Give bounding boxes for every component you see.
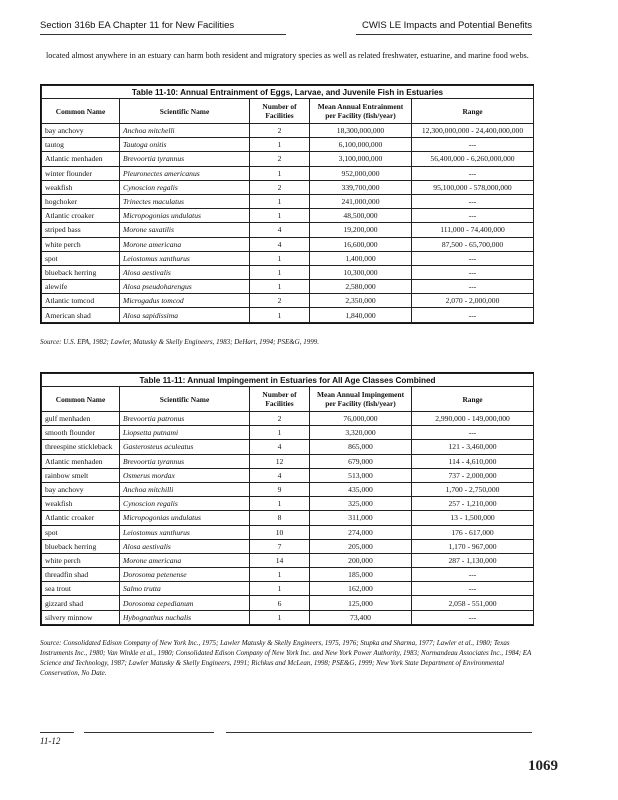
cell-common-name: blueback herring	[42, 539, 120, 553]
cell-mean: 311,000	[310, 511, 412, 525]
cell-facilities: 2	[250, 180, 310, 194]
cell-range: ---	[412, 426, 534, 440]
cell-facilities: 1	[250, 265, 310, 279]
cell-scientific-name: Alosa pseudoharengus	[120, 280, 250, 294]
cell-scientific-name: Anchoa mitchelli	[120, 124, 250, 138]
cell-common-name: Atlantic menhaden	[42, 152, 120, 166]
table-11-10	[40, 84, 534, 324]
cell-scientific-name: Leiostomus xanthurus	[120, 251, 250, 265]
cell-mean: 241,000,000	[310, 194, 412, 208]
cell-facilities: 1	[250, 610, 310, 624]
cell-scientific-name: Salmo trutta	[120, 582, 250, 596]
cell-facilities: 9	[250, 482, 310, 496]
table-row	[42, 237, 534, 251]
col-header-mean: Mean Annual Impingement per Facility (fish/year)	[310, 387, 412, 412]
cell-scientific-name: Cynoscion regalis	[120, 180, 250, 194]
cell-facilities: 1	[250, 582, 310, 596]
cell-common-name: bay anchovy	[42, 124, 120, 138]
cell-facilities: 14	[250, 553, 310, 567]
table-row	[42, 280, 534, 294]
cell-scientific-name: Brevoortia tyrannus	[120, 454, 250, 468]
cell-mean: 48,500,000	[310, 209, 412, 223]
table-row	[42, 194, 534, 208]
table-row	[42, 180, 534, 194]
table-row	[42, 482, 534, 496]
cell-range: ---	[412, 138, 534, 152]
cell-range: ---	[412, 280, 534, 294]
table-source-note: Source: U.S. EPA, 1982; Lawler, Matusky & Skelly Engineers, 1983; DeHart, 1994; PSE&G, 1999.	[40, 338, 319, 346]
col-header-scientific: Scientific Name	[120, 99, 250, 124]
cell-facilities: 2	[250, 412, 310, 426]
header-rule-left	[40, 34, 286, 35]
footer-rule	[84, 732, 214, 733]
table-source-note: Source: Consolidated Edison Company of New York Inc., 1975; Lawler Matusky & Skelly Engineers, 1975, 1976; Stupka and Sharma, 1977; Lawler et al., 1980; Texas Instruments Inc., 1980; Van Winkle et al., 1980; Consolidated Edison Company of New York Inc. and New York Power Authority, 1983; Normandeau Associates Inc., 1984; EA Science and Technology, 1987; Lawler Matusky & Skelly Engineers, 1991; Richkus and McLean, 1998; PSE&G, 1999; New York State Department of Environmental Conservation, No Date.	[40, 639, 532, 677]
cell-facilities: 7	[250, 539, 310, 553]
cell-range: 2,070 - 2,000,000	[412, 294, 534, 308]
cell-scientific-name: Brevoortia tyrannus	[120, 152, 250, 166]
cell-common-name: blueback herring	[42, 265, 120, 279]
cell-range: 13 - 1,500,000	[412, 511, 534, 525]
cell-range: ---	[412, 251, 534, 265]
cell-scientific-name: Micropogonias undulatus	[120, 511, 250, 525]
cell-common-name: gizzard shad	[42, 596, 120, 610]
cell-mean: 185,000	[310, 568, 412, 582]
cell-range: 1,170 - 967,000	[412, 539, 534, 553]
col-header-facilities: Number of Facilities	[250, 387, 310, 412]
cell-range: 2,058 - 551,000	[412, 596, 534, 610]
cell-scientific-name: Liopsetta putnami	[120, 426, 250, 440]
cell-facilities: 1	[250, 251, 310, 265]
table-row	[42, 454, 534, 468]
cell-facilities: 10	[250, 525, 310, 539]
table-row	[42, 497, 534, 511]
table-row	[42, 568, 534, 582]
cell-common-name: smooth flounder	[42, 426, 120, 440]
table-row	[42, 525, 534, 539]
col-header-scientific: Scientific Name	[120, 387, 250, 412]
cell-mean: 19,200,000	[310, 223, 412, 237]
cell-common-name: American shad	[42, 308, 120, 322]
cell-facilities: 4	[250, 440, 310, 454]
cell-facilities: 2	[250, 152, 310, 166]
cell-facilities: 1	[250, 308, 310, 322]
cell-mean: 205,000	[310, 539, 412, 553]
cell-scientific-name: Osmerus mordax	[120, 468, 250, 482]
cell-range: ---	[412, 194, 534, 208]
cell-common-name: spot	[42, 251, 120, 265]
cell-range: 737 - 2,000,000	[412, 468, 534, 482]
table-row	[42, 582, 534, 596]
cell-range: 1,700 - 2,750,000	[412, 482, 534, 496]
cell-common-name: Atlantic croaker	[42, 511, 120, 525]
table-row	[42, 610, 534, 624]
cell-range: ---	[412, 265, 534, 279]
cell-common-name: gulf menhaden	[42, 412, 120, 426]
table-row	[42, 138, 534, 152]
cell-scientific-name: Pleuronectes americanus	[120, 166, 250, 180]
cell-mean: 435,000	[310, 482, 412, 496]
cell-common-name: threespine stickleback	[42, 440, 120, 454]
cell-facilities: 4	[250, 223, 310, 237]
cell-mean: 10,300,000	[310, 265, 412, 279]
table-11-11	[40, 372, 534, 626]
cell-range: ---	[412, 568, 534, 582]
cell-range: ---	[412, 308, 534, 322]
table-row	[42, 166, 534, 180]
cell-mean: 513,000	[310, 468, 412, 482]
cell-mean: 1,400,000	[310, 251, 412, 265]
stamp-number: 1069	[528, 758, 558, 774]
cell-range: ---	[412, 209, 534, 223]
cell-common-name: tautog	[42, 138, 120, 152]
cell-mean: 2,350,000	[310, 294, 412, 308]
cell-common-name: hogchoker	[42, 194, 120, 208]
cell-range: 56,400,000 - 6,260,000,000	[412, 152, 534, 166]
table-row	[42, 511, 534, 525]
cell-range: 95,100,000 - 578,000,000	[412, 180, 534, 194]
cell-range: 287 - 1,130,000	[412, 553, 534, 567]
cell-range: ---	[412, 166, 534, 180]
cell-common-name: striped bass	[42, 223, 120, 237]
cell-common-name: weakfish	[42, 497, 120, 511]
intro-paragraph: located almost anywhere in an estuary can harm both resident and migratory species as well as related freshwater, estuarine, and marine food webs.	[46, 51, 529, 60]
cell-mean: 865,000	[310, 440, 412, 454]
cell-scientific-name: Micropogonias undulatus	[120, 209, 250, 223]
cell-scientific-name: Dorosoma petenense	[120, 568, 250, 582]
cell-facilities: 2	[250, 294, 310, 308]
cell-common-name: white perch	[42, 237, 120, 251]
col-header-common: Common Name	[42, 387, 120, 412]
cell-common-name: white perch	[42, 553, 120, 567]
cell-range: 176 - 617,000	[412, 525, 534, 539]
cell-common-name: Atlantic croaker	[42, 209, 120, 223]
table-row	[42, 426, 534, 440]
cell-scientific-name: Cynoscion regalis	[120, 497, 250, 511]
cell-range: 87,500 - 65,700,000	[412, 237, 534, 251]
cell-mean: 125,000	[310, 596, 412, 610]
table-row	[42, 124, 534, 138]
table-row	[42, 596, 534, 610]
cell-facilities: 4	[250, 468, 310, 482]
table-row	[42, 539, 534, 553]
header-right: CWIS LE Impacts and Potential Benefits	[361, 20, 532, 31]
table-title: Table 11-11: Annual Impingement in Estuaries for All Age Classes Combined	[42, 374, 534, 387]
page-number: 11-12	[40, 736, 61, 746]
table-title: Table 11-10: Annual Entrainment of Eggs, Larvae, and Juvenile Fish in Estuaries	[42, 86, 534, 99]
cell-mean: 339,700,000	[310, 180, 412, 194]
cell-facilities: 1	[250, 209, 310, 223]
cell-mean: 2,580,000	[310, 280, 412, 294]
table-row	[42, 468, 534, 482]
table-row	[42, 209, 534, 223]
footer-rule	[226, 732, 532, 733]
cell-common-name: spot	[42, 525, 120, 539]
cell-facilities: 1	[250, 568, 310, 582]
cell-mean: 3,100,000,000	[310, 152, 412, 166]
cell-common-name: rainbow smelt	[42, 468, 120, 482]
table-row	[42, 553, 534, 567]
footer-rule	[40, 732, 74, 733]
cell-common-name: silvery minnow	[42, 610, 120, 624]
cell-scientific-name: Alosa aestivalis	[120, 265, 250, 279]
cell-mean: 73,400	[310, 610, 412, 624]
cell-scientific-name: Morone americana	[120, 237, 250, 251]
cell-mean: 162,000	[310, 582, 412, 596]
cell-mean: 18,300,000,000	[310, 124, 412, 138]
cell-scientific-name: Dorosoma cepedianum	[120, 596, 250, 610]
table-row	[42, 308, 534, 322]
cell-facilities: 4	[250, 237, 310, 251]
cell-common-name: sea trout	[42, 582, 120, 596]
cell-scientific-name: Trinectes maculatus	[120, 194, 250, 208]
cell-range: ---	[412, 582, 534, 596]
cell-scientific-name: Morone americana	[120, 553, 250, 567]
cell-mean: 16,600,000	[310, 237, 412, 251]
cell-common-name: bay anchovy	[42, 482, 120, 496]
cell-common-name: Atlantic menhaden	[42, 454, 120, 468]
cell-mean: 274,000	[310, 525, 412, 539]
table-row	[42, 152, 534, 166]
header-rule-right	[356, 34, 532, 35]
cell-mean: 952,000,000	[310, 166, 412, 180]
cell-mean: 679,000	[310, 454, 412, 468]
table-row	[42, 440, 534, 454]
cell-mean: 200,000	[310, 553, 412, 567]
cell-facilities: 1	[250, 138, 310, 152]
cell-scientific-name: Brevoortia patronus	[120, 412, 250, 426]
cell-facilities: 1	[250, 166, 310, 180]
cell-scientific-name: Morone saxatilis	[120, 223, 250, 237]
cell-scientific-name: Gasterosteus aculeatus	[120, 440, 250, 454]
cell-facilities: 2	[250, 124, 310, 138]
col-header-range: Range	[412, 387, 534, 412]
cell-facilities: 12	[250, 454, 310, 468]
table-row	[42, 223, 534, 237]
cell-facilities: 6	[250, 596, 310, 610]
cell-facilities: 8	[250, 511, 310, 525]
cell-mean: 6,100,000,000	[310, 138, 412, 152]
cell-common-name: threadfin shad	[42, 568, 120, 582]
cell-mean: 3,320,000	[310, 426, 412, 440]
col-header-facilities: Number of Facilities	[250, 99, 310, 124]
cell-facilities: 1	[250, 280, 310, 294]
cell-common-name: weakfish	[42, 180, 120, 194]
cell-mean: 325,000	[310, 497, 412, 511]
col-header-range: Range	[412, 99, 534, 124]
col-header-mean: Mean Annual Entrainment per Facility (fish/year)	[310, 99, 412, 124]
cell-range: ---	[412, 610, 534, 624]
cell-mean: 76,000,000	[310, 412, 412, 426]
cell-mean: 1,840,000	[310, 308, 412, 322]
cell-range: 121 - 3,460,000	[412, 440, 534, 454]
cell-facilities: 1	[250, 194, 310, 208]
cell-range: 12,300,000,000 - 24,400,000,000	[412, 124, 534, 138]
header-left: Section 316b EA Chapter 11 for New Facilities	[40, 20, 235, 31]
cell-common-name: winter flounder	[42, 166, 120, 180]
cell-scientific-name: Hybognathus nuchalis	[120, 610, 250, 624]
cell-scientific-name: Microgadus tomcod	[120, 294, 250, 308]
table-row	[42, 265, 534, 279]
cell-scientific-name: Anchoa mitchilli	[120, 482, 250, 496]
cell-range: 114 - 4,610,000	[412, 454, 534, 468]
cell-range: 2,990,000 - 149,000,000	[412, 412, 534, 426]
cell-range: 111,000 - 74,400,000	[412, 223, 534, 237]
col-header-common: Common Name	[42, 99, 120, 124]
cell-common-name: alewife	[42, 280, 120, 294]
table-row	[42, 294, 534, 308]
cell-scientific-name: Alosa aestivalis	[120, 539, 250, 553]
cell-common-name: Atlantic tomcod	[42, 294, 120, 308]
cell-facilities: 1	[250, 497, 310, 511]
table-row	[42, 251, 534, 265]
cell-scientific-name: Leiostomus xanthurus	[120, 525, 250, 539]
cell-range: 257 - 1,210,000	[412, 497, 534, 511]
cell-scientific-name: Tautoga onitis	[120, 138, 250, 152]
cell-scientific-name: Alosa sapidissima	[120, 308, 250, 322]
cell-facilities: 1	[250, 426, 310, 440]
table-row	[42, 412, 534, 426]
